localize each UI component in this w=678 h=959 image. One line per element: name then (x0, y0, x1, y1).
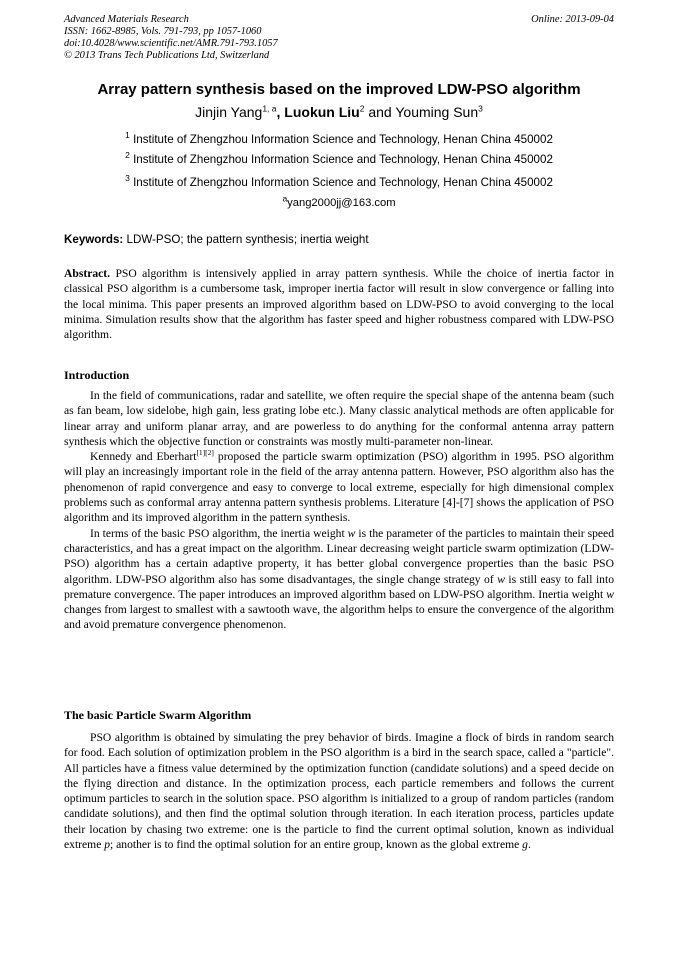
basic-p1-text-c: . (527, 838, 531, 852)
affiliation-3-num: 3 (125, 173, 130, 184)
keywords (64, 233, 624, 246)
author-separator-2: and Youming Sun (364, 104, 479, 120)
author-2-affil: 2 (359, 103, 365, 114)
symbol-p: p (104, 838, 111, 852)
basic-paragraph-1 (64, 730, 614, 852)
journal-header (64, 14, 614, 62)
intro-paragraph-1: In the field of communications, radar and satellite, we often require the special shape of the antenna beam (such as fan beam, low sidelobe, high gain, less grating lobe etc.). Many classic analytical methods are often applicable for linear array and uniform planar array, and are powerless to do anything for the conformal antenna array pattern synthesis which the objective function or constraints was mostly multi-parameter non-linear. (64, 389, 614, 448)
intro-paragraph-2 (64, 449, 614, 525)
affiliation-1-text: Institute of Zhengzhou Information Science and Technology, Henan China 450002 (133, 133, 553, 146)
author-line (0, 104, 678, 120)
affiliation-1-num: 1 (125, 130, 130, 141)
affiliation-1 (0, 130, 678, 146)
section-heading-introduction: Introduction (64, 368, 130, 382)
abstract-text: PSO algorithm is intensively applied in array pattern synthesis. While the choice of inertia factor in classical PSO algorithm is a cumbersome task, improper inertia factor will result in slow convergence or falling into the local minima. This paper presents an improved algorithm based on LDW-PSO to avoid converging to the local minima. Simulation results show that the algorithm has faster speed and higher robustness compared with LDW-PSO algorithm. (64, 267, 614, 342)
email-marker: a (282, 193, 288, 204)
citation-ref: [1][2] (196, 448, 214, 458)
journal-name: Advanced Materials Research (64, 14, 189, 25)
affiliation-2 (0, 150, 678, 166)
abstract (64, 266, 614, 342)
abstract-label: Abstract. (64, 267, 111, 280)
intro-p3-text-b: is the parameter of the particles to maintain their speed characteristics, and has a great impact on the algorithm. Linear decreasing weight particle swarm optimization (LDW-PSO) algorithm has a certain adaptive property, it has better global convergence properties than the basic PSO algorithm. LDW-PSO algorithm also has some disadvantages, the single change strategy of (64, 526, 614, 586)
issn-line: ISSN: 1662-8985, Vols. 791-793, pp 1057-1060 (64, 26, 262, 37)
intro-p2-text-b: proposed the particle swarm optimization (PSO) algorithm in 1995. PSO algorithm will play an increasingly important role in the field of the array antenna pattern. However, PSO algorithm also has the phenomenon of rapid convergence and easy to converge to local extreme, especially for high dimensional complex problems such as conformal array antenna pattern synthesis problems. Literature [4]-[7] shows the application of PSO algorithm and its improved algorithm in the pattern synthesis. (64, 450, 614, 525)
copyright-line: © 2013 Trans Tech Publications Ltd, Switzerland (64, 50, 270, 61)
affiliation-3-text: Institute of Zhengzhou Information Science and Technology, Henan China 450002 (133, 176, 553, 189)
basic-p1-text-a: PSO algorithm is obtained by simulating the prey behavior of birds. Imagine a flock of birds in random search for food. Each solution of optimization problem in the PSO algorithm is a bird in the search space, called a "particle". All particles have a fitness value determined by the optimization function (candidate solutions) and a speed decide on the flying direction and distance. In the optimization process, each particle remembers and follows the current optimum particles to search in the solution space. PSO algorithm is initialized to a group of random particles (random candidate solutions), and then find the optimal solution through iteration. In each iteration process, particles update their location by chasing two extreme: one is the particle to find the current optimal solution, known as individual extreme (64, 731, 614, 852)
symbol-w: w (606, 587, 614, 601)
doi-line[interactable]: doi:10.4028/www.scientific.net/AMR.791-793.1057 (64, 38, 278, 49)
author-1-affil: 1, a (262, 103, 277, 114)
intro-paragraph-3 (64, 526, 614, 633)
email-address[interactable]: yang2000jj@163.com (287, 197, 396, 209)
affiliation-2-text: Institute of Zhengzhou Information Science and Technology, Henan China 450002 (133, 153, 553, 166)
author-3-affil: 3 (478, 103, 483, 114)
intro-p3-text-d: changes from largest to smallest with a sawtooth wave, the algorithm helps to ensure the convergence of the algorithm and avoid premature convergence phenomenon. (64, 603, 614, 632)
basic-pso-body (64, 730, 614, 852)
introduction-body (64, 388, 614, 633)
keywords-label: Keywords: (64, 233, 124, 246)
basic-p1-text-b: ; another is to find the optimal solution for an entire group, known as the global extreme (110, 838, 523, 852)
intro-p3-text-a: In terms of the basic PSO algorithm, the inertia weight (90, 526, 348, 540)
symbol-w: w (497, 572, 505, 586)
affiliation-2-num: 2 (125, 150, 130, 161)
keywords-text: LDW-PSO; the pattern synthesis; inertia weight (123, 233, 369, 246)
author-separator-1: , Luokun Liu (276, 104, 360, 120)
affiliation-3 (0, 173, 678, 189)
online-date: Online: 2013-09-04 (531, 14, 614, 25)
symbol-g: g (522, 838, 528, 852)
section-heading-basic-pso: The basic Particle Swarm Algorithm (64, 708, 252, 722)
intro-p2-text-a: Kennedy and Eberhart (90, 450, 197, 464)
contact-email (0, 193, 678, 209)
paper-title: Array pattern synthesis based on the improved LDW-PSO algorithm (97, 81, 581, 98)
intro-p3-text-c: is still easy to fall into premature convergence. The paper introduces an improved algorithm based on LDW-PSO algorithm. Inertia weight (64, 572, 614, 601)
symbol-w: w (347, 526, 356, 540)
author-1: Jinjin Yang (195, 104, 263, 120)
